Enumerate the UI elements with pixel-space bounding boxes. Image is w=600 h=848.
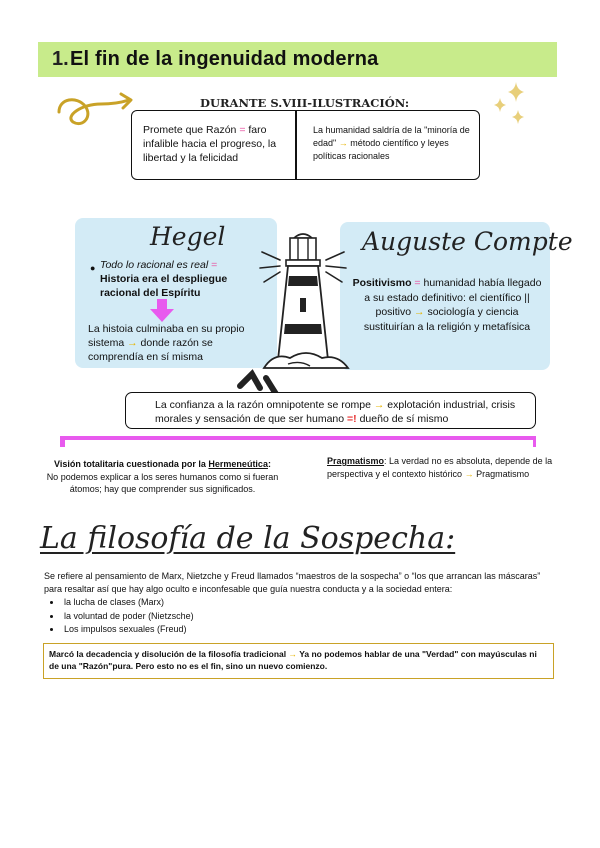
list-item: • la voluntad de poder (Nietzsche)	[62, 610, 194, 624]
sospecha-title: La filosofía de la Sospecha:	[40, 521, 456, 556]
vision-text: Visión totalitaria cuestionada por la Hermeneútica: No podemos explicar a los seres humanos como si fueran átomos; hay que comprender sus significados.	[46, 459, 279, 494]
conclusion-text: Marcó la decadencia y disolución de la filosofía tradicional → Ya no podemos hablar de una "Verdad" con mayúsculas ni de una "Razón"pura. Pero esto no es el fin, sino un nuevo comienzo.	[49, 649, 537, 671]
ilustracion-divider	[295, 111, 297, 179]
ilustracion-right-text: La humanidad saldría de la "minoría de edad" → método científico y leyes políticas racionales	[313, 125, 470, 161]
swirl-arrow-icon	[55, 92, 135, 134]
sparkle-icon	[490, 80, 530, 130]
lighthouse-icon	[230, 228, 360, 400]
ilustracion-left-text: Promete que Razón = faro infalible hacia el progreso, la libertad y la felicidad	[143, 124, 277, 164]
comte-name: Auguste Compte	[362, 227, 573, 256]
pink-bracket	[60, 433, 536, 447]
hegel-bullet: ● Todo lo racional es real = Historia era el despliegue racional del Espíritu	[90, 259, 228, 299]
sospecha-list	[50, 596, 194, 637]
comte-text: Positivismo = humanidad había llegado a su estado definitivo: el científico || positivo → sociología y ciencia sustituirían a la religión y metafísica	[352, 277, 542, 333]
section-number: 1.	[52, 48, 69, 70]
section-title-bar	[38, 42, 557, 77]
list-item: • Los impulsos sexuales (Freud)	[62, 623, 194, 637]
section-title: El fin de la ingenuidad moderna	[70, 48, 379, 70]
ilustracion-heading: DURANTE S.VIII-ILUSTRACIÓN:	[200, 96, 410, 110]
hegel-name: Hegel	[150, 222, 226, 251]
hegel-bottom-text: La histoia culminaba en su propio sistema → donde razón se comprendía en sí misma	[88, 323, 245, 363]
confianza-text: La confianza a la razón omnipotente se rompe → explotación industrial, crisis morales y sensación de que ser humano =! dueño de sí mismo	[155, 399, 516, 425]
pink-down-arrow-icon	[149, 299, 175, 323]
list-item: • la lucha de clases (Marx)	[62, 596, 194, 610]
sospecha-intro: Se refiere al pensamiento de Marx, Nietzche y Freud llamados “maestros de la sospecha” o “los que arrancan las máscaras” para resaltar así que hay algo oculto e inconfesable que guía nuestra conducta y a la sociedad entera:	[44, 571, 541, 594]
pragmatismo-text: Pragmatismo: La verdad no es absoluta, depende de la perspectiva y el contexto histórico → Pragmatismo	[327, 456, 553, 479]
